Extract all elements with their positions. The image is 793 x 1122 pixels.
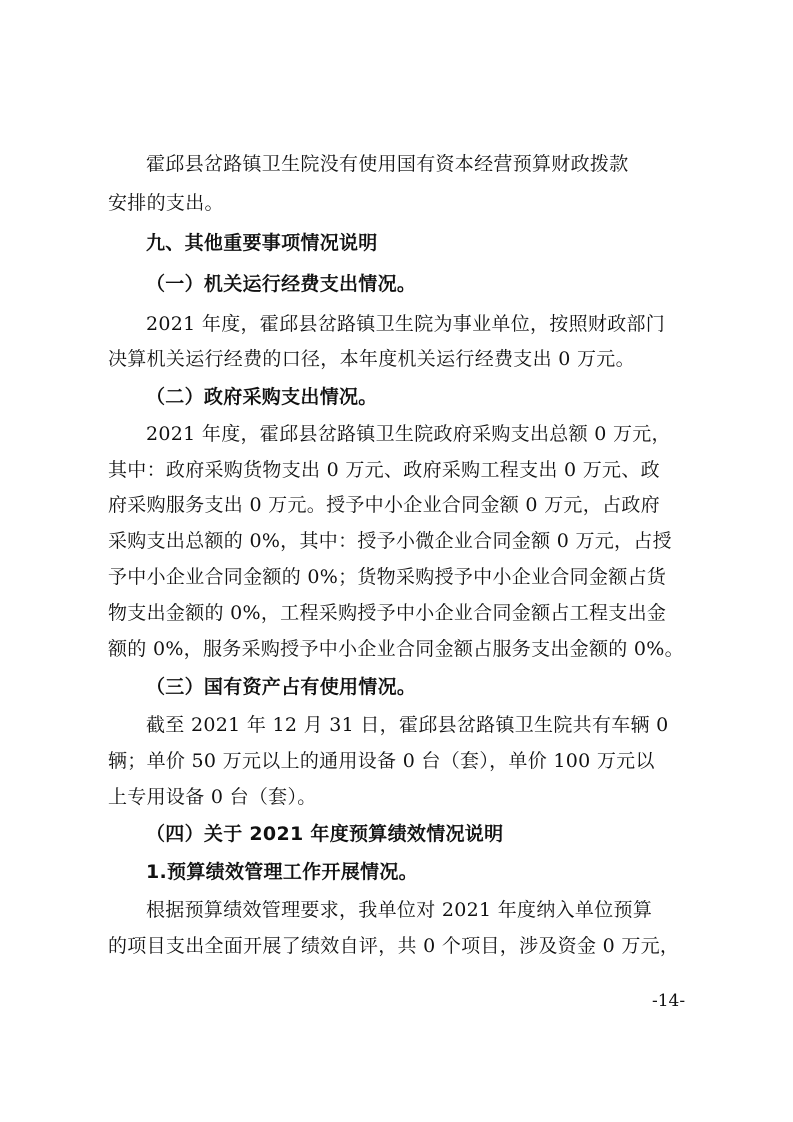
paragraph-line: 其中：政府采购货物支出 0 万元、政府采购工程支出 0 万元、政 bbox=[108, 459, 660, 481]
page-number: -14- bbox=[652, 991, 686, 1011]
paragraph-line: 上专用设备 0 台（套）。 bbox=[108, 786, 317, 808]
paragraph-line: 予中小企业合同金额的 0%；货物采购授予中小企业合同金额占货 bbox=[108, 566, 667, 588]
paragraph-line: 额的 0%，服务采购授予中小企业合同金额占服务支出金额的 0%。 bbox=[108, 638, 684, 660]
paragraph-line: 霍邱县岔路镇卫生院没有使用国有资本经营预算财政拨款 bbox=[146, 153, 629, 175]
subsection-heading: （一）机关运行经费支出情况。 bbox=[146, 273, 417, 295]
section-heading: 九、其他重要事项情况说明 bbox=[146, 232, 378, 254]
subsection-heading: 1.预算绩效管理工作开展情况。 bbox=[146, 861, 418, 883]
paragraph-line: 采购支出总额的 0%，其中：授予小微企业合同金额 0 万元，占授 bbox=[108, 530, 672, 552]
paragraph-line: 安排的支出。 bbox=[108, 192, 224, 214]
paragraph-line: 辆；单价 50 万元以上的通用设备 0 台（套），单价 100 万元以 bbox=[108, 750, 655, 772]
paragraph-line: 府采购服务支出 0 万元。授予中小企业合同金额 0 万元，占政府 bbox=[108, 494, 660, 516]
paragraph-line: 决算机关运行经费的口径，本年度机关运行经费支出 0 万元。 bbox=[108, 348, 635, 370]
subsection-heading: （四）关于 2021 年度预算绩效情况说明 bbox=[146, 823, 504, 845]
subsection-heading: （二）政府采购支出情况。 bbox=[146, 386, 378, 408]
paragraph-line: 2021 年度，霍邱县岔路镇卫生院为事业单位，按照财政部门 bbox=[146, 313, 666, 335]
paragraph-line: 的项目支出全面开展了绩效自评，共 0 个项目，涉及资金 0 万元， bbox=[108, 935, 680, 957]
paragraph-line: 物支出金额的 0%，工程采购授予中小企业合同金额占工程支出金 bbox=[108, 602, 667, 624]
paragraph-line: 2021 年度，霍邱县岔路镇卫生院政府采购支出总额 0 万元， bbox=[146, 423, 671, 445]
subsection-heading: （三）国有资产占有使用情况。 bbox=[146, 676, 417, 698]
paragraph-line: 根据预算绩效管理要求，我单位对 2021 年度纳入单位预算 bbox=[146, 899, 653, 921]
paragraph-line: 截至 2021 年 12 月 31 日，霍邱县岔路镇卫生院共有车辆 0 bbox=[146, 714, 669, 736]
